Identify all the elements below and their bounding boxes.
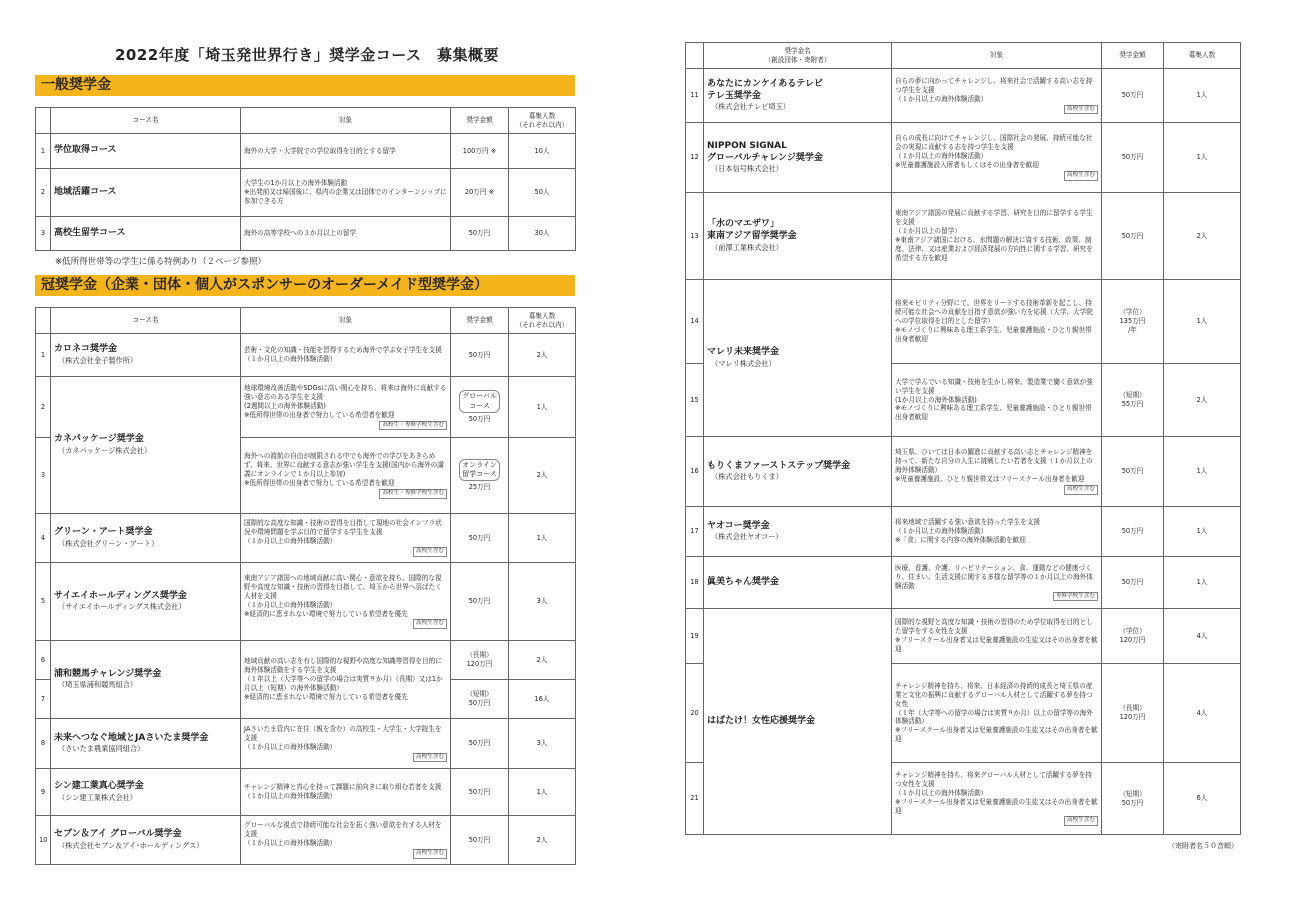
- eligibility-tag: 高校生含む: [413, 547, 447, 557]
- course-target: [241, 377, 451, 438]
- course-amount: （学位） 120万円: [1102, 609, 1164, 664]
- course-cell: [704, 69, 892, 123]
- row-no: 20: [686, 664, 704, 763]
- course-target: [892, 123, 1102, 193]
- course-amount: 50万円: [451, 816, 509, 865]
- amount-box: オンライン 留学コース: [459, 459, 500, 482]
- general-table: [35, 107, 576, 251]
- donor-order-note: （寄附者名５０音順）: [1168, 842, 1238, 850]
- course-amount: 100万円 ※: [451, 134, 509, 169]
- row-no: 6: [36, 641, 51, 680]
- course-name: あなたにカンケイあるテレビ テレ玉奨学金: [707, 78, 824, 101]
- course-amount: 50万円: [451, 514, 509, 563]
- eligibility-tag: 高校生含む: [413, 619, 447, 629]
- row-no: 18: [686, 557, 704, 609]
- table-row: [36, 169, 576, 217]
- course-name: シン建工業真心奨学金: [54, 781, 144, 792]
- table-row: [36, 514, 576, 563]
- target-text: チャレンジ精神を持ち、将来グローバル人材として活躍する夢を持つ女性を支援 （１か月以上の海外体験活動） ※フリースクール出身者又は児童養護施設の生徒又はその出身者を歓迎: [895, 771, 1098, 815]
- eligibility-tag: 高校生含む: [1064, 171, 1098, 181]
- course-amount: （長期） 120万円: [1102, 664, 1164, 763]
- table-row: [36, 217, 576, 251]
- course-amount: 50万円: [451, 719, 509, 769]
- course-company: （株式会社もりくま）: [711, 472, 783, 482]
- course-name: サイエイホールディングス奨学金: [54, 590, 187, 601]
- course-target: チャレンジ精神と真心を持って課題に前向きに取り組む若者を支援 （１か月以上の海外体験活動）: [241, 769, 451, 816]
- course-cell: [704, 437, 892, 507]
- course-company: （サイエイホールディングス株式会社）: [58, 602, 186, 612]
- course-amount: 50万円: [1102, 437, 1164, 507]
- row-no: 13: [686, 193, 704, 280]
- target-text: 自らの夢に向かってチャレンジし、将来社会で活躍する高い志を持つ学生を支援 （１か月以上の海外体験活動）: [895, 76, 1093, 103]
- table-row: [686, 437, 1241, 507]
- course-target: 東南アジア諸国の発展に貢献する学習、研究を目的に留学する学生を支援 （１か月以上の留学） ※東南アジア諸国における、水問題の解決に資する技術、政策、制度、法律、又は産業および経済発展の方向性に関する学習、研究を希望する方を歓迎: [892, 193, 1102, 280]
- course-amount: 50万円: [1102, 123, 1164, 193]
- course-company: （株式会社テレビ埼玉）: [711, 102, 790, 112]
- course-count: 4人: [1164, 664, 1241, 763]
- course-name: 未来へつなぐ地域とJAさいたま奨学金: [54, 732, 209, 743]
- course-target: 将来地域で活躍する強い意欲を持った学生を支援 （１か月以上の海外体験活動） ※「食」に関する内容の海外体験活動を歓迎: [892, 507, 1102, 557]
- course-target: 地域貢献の高い志を有し国際的な視野や高度な知識等習得を目的に海外体験活動をする学生を支援 （１年以上（大学等への留学の場合は実質９か月）（長期）又は1か月以上（短期）の海外体験活動） ※経済的に恵まれない環境で努力している希望者を優先: [241, 641, 451, 719]
- course-target: [892, 763, 1102, 835]
- course-cell: [51, 719, 241, 769]
- table-row: [36, 377, 576, 438]
- target-text: JAさいたま管内に在住（親を含む）の高校生・大学生・大学院生を支援 （１か月以上の海外体験活動）: [244, 724, 442, 751]
- course-target: [892, 69, 1102, 123]
- eligibility-tag: 高校生含む: [1064, 105, 1098, 115]
- eligibility-tag: 高校生・専修学校生含む: [379, 489, 447, 499]
- table-row: [686, 123, 1241, 193]
- col-target: 対象: [892, 43, 1102, 69]
- table-row: [686, 507, 1241, 557]
- table-row: [36, 769, 576, 816]
- target-text: 医療、看護、介護、リハビリテーション、食、運動などの健康づくり、住まい、生活支援に関する多様な留学等の１か月以上の海外体験活動: [895, 563, 1093, 590]
- course-count: 3人: [509, 719, 576, 769]
- row-no: 9: [36, 769, 51, 816]
- course-count: 1人: [1164, 69, 1241, 123]
- col-target: 対象: [241, 308, 451, 334]
- table-row: [36, 134, 576, 169]
- course-amount: （学位） 135万円 /年: [1102, 280, 1164, 364]
- table-row: [36, 563, 576, 641]
- course-count: 10人: [509, 134, 576, 169]
- eligibility-tag: 高校生含む: [413, 753, 447, 763]
- eligibility-tag: 高校生・専修学校生含む: [379, 421, 447, 431]
- course-cell: [704, 507, 892, 557]
- course-cell: [704, 280, 892, 437]
- course-company: （シン建工業株式会社）: [58, 792, 137, 802]
- course-count: 1人: [509, 377, 576, 438]
- row-no: 8: [36, 719, 51, 769]
- course-name: グリーン・アート奨学金: [54, 527, 153, 538]
- course-name: もりくまファーストステップ奨学金: [707, 460, 851, 471]
- table-row: [36, 816, 576, 865]
- course-amount: [451, 377, 509, 438]
- target-text: 自らの成長に向けてチャレンジし、国際社会の発展、持続可能な社会の実現に貢献する志を持つ学生を支援 （１か月以上の海外体験活動） ※児童養護施設入所者もしくはその出身者を歓迎: [895, 134, 1093, 170]
- course-amount: 50万円: [451, 769, 509, 816]
- amount-value: 50万円: [468, 414, 491, 423]
- row-no: 10: [36, 816, 51, 865]
- row-no: 7: [36, 680, 51, 719]
- course-target: 国際的な視野と高度な知識・技術の習得のため学位取得を目的とした留学をする女性を支援 ※フリースクール出身者又は児童養護施設の生徒又はその出身者を歓迎: [892, 609, 1102, 664]
- row-no: 14: [686, 280, 704, 364]
- course-count: 1人: [1164, 507, 1241, 557]
- course-count: 4人: [1164, 609, 1241, 664]
- col-amount: 奨学金額: [1102, 43, 1164, 69]
- course-amount: 50万円: [1102, 69, 1164, 123]
- course-cell: [51, 563, 241, 641]
- course-company: （カネパッケージ株式会社）: [58, 445, 152, 455]
- course-company: （マレリ株式会社）: [711, 358, 776, 368]
- target-text: 地球環境改善活動やSDGsに高い関心を持ち、将来は海外に貢献する強い意志のある学生を支援 (2週間以上の海外体験活動) ※低所得世帯の出身者で努力している希望者を歓迎: [244, 383, 447, 419]
- row-no: 2: [36, 377, 51, 438]
- crown-band: 冠奨学金（企業・団体・個人がスポンサーのオーダーメイド型奨学金）: [35, 275, 575, 296]
- target-text: 海外への渡航の自由が制限される中でも海外での学びをあきらめず、将来、世界に貢献する意志が強い学生を支援(国内から海外の講義にオンラインで１か月以上参加) ※低所得世帯の出身者で努力している希望者を歓迎: [244, 452, 444, 488]
- table-row: [36, 334, 576, 377]
- amount-box: グローバル コース: [459, 390, 500, 413]
- col-amount: 奨学金額: [451, 108, 509, 134]
- course-count: 1人: [509, 514, 576, 563]
- table-row: [36, 719, 576, 769]
- course-name: 学位取得コース: [51, 134, 241, 169]
- row-no: 11: [686, 69, 704, 123]
- course-count: 50人: [509, 169, 576, 217]
- row-no: 1: [36, 334, 51, 377]
- course-name: 浦和競馬チャレンジ奨学金: [54, 668, 162, 679]
- course-name: カロネコ奨学金: [54, 344, 118, 355]
- course-name: はばたけ！女性応援奨学金: [707, 715, 816, 726]
- course-target: 芸術・文化の知識・技能を習得するため海外で学ぶ女子学生を支援 （１か月以上の海外体験活動）: [241, 334, 451, 377]
- target-text: 東南アジア諸国への地域貢献に高い関心・意欲を持ち、国際的な視野や高度な知識・技術の習得を目指して、埼玉から世界へ羽ばたく人材を支援 （１か月以上の海外体験活動） ※経済的に恵まれない環境で努力している希望者を優先: [244, 574, 442, 618]
- row-no: 4: [36, 514, 51, 563]
- course-target: [241, 719, 451, 769]
- course-count: 16人: [509, 680, 576, 719]
- course-cell: [51, 514, 241, 563]
- course-count: 2人: [509, 334, 576, 377]
- course-count: 6人: [1164, 763, 1241, 835]
- course-name: マレリ未来奨学金: [707, 347, 780, 358]
- row-no: 17: [686, 507, 704, 557]
- col-no: [36, 108, 51, 134]
- general-band: 一般奨学金: [35, 75, 575, 96]
- target-text: グローバルな視点で持続可能な社会を拓く強い意欲を有する人材を支援 （１か月以上の海外体験活動）: [244, 821, 442, 848]
- col-amount: 奨学金額: [451, 308, 509, 334]
- course-name: NIPPON SIGNAL グローバルチャレンジ奨学金: [707, 140, 823, 163]
- course-amount: [451, 438, 509, 514]
- course-count: 30人: [509, 217, 576, 251]
- course-amount: 50万円: [1102, 193, 1164, 280]
- col-target: 対象: [241, 108, 451, 134]
- course-target: 大学で学んでいる知識・技術を生かし将来、製造業で働く意欲が強い学生を支援 (1か月以上の海外体験活動) ※モノづくりに興味ある理工系学生、児童養護施設・ひとり親世帯出身者歓迎: [892, 364, 1102, 437]
- target-text: 埼玉県、ひいては日本の躍進に貢献する高い志とチャレンジ精神を持って、新たな自分の人生に挑戦したい若者を支援（１か月以上の海外体験活動） ※児童養護施設、ひとり親世帯又はフリースクール出身者を歓迎: [895, 448, 1093, 484]
- course-target: [241, 514, 451, 563]
- col-no: [686, 43, 704, 69]
- row-no: 2: [36, 169, 51, 217]
- course-cell: [51, 641, 241, 719]
- course-target: [241, 563, 451, 641]
- course-name: セブン＆アイ グローバル奨学金: [54, 829, 182, 840]
- course-amount: 20万円 ※: [451, 169, 509, 217]
- table-row: [36, 641, 576, 680]
- table-row: [686, 557, 1241, 609]
- course-company: （株式会社セブン＆アイ･ホールディングス）: [58, 840, 204, 850]
- course-amount: 50万円: [451, 563, 509, 641]
- course-count: 1人: [509, 769, 576, 816]
- row-no: 12: [686, 123, 704, 193]
- col-count: 募集人数 （それぞれ以内）: [509, 108, 576, 134]
- course-count: 2人: [1164, 364, 1241, 437]
- course-target: チャレンジ精神を持ち、将来、日本経済の持続的成長と埼玉県の産業と文化の振興に貢献するグローバル人材として活躍する夢を持つ女性 （１年（大学等への留学の場合は実質９か月）以上の留学等の海外体験活動） ※フリースクール出身者又は児童養護施設の生徒又はその出身者を歓迎: [892, 664, 1102, 763]
- col-course: コース名: [51, 308, 241, 334]
- table-row: [686, 280, 1241, 364]
- course-cell: [51, 334, 241, 377]
- course-count: 1人: [1164, 437, 1241, 507]
- course-cell: [704, 609, 892, 835]
- course-count: 2人: [509, 816, 576, 865]
- row-no: 5: [36, 563, 51, 641]
- course-count: 1人: [1164, 280, 1241, 364]
- course-cell: [704, 557, 892, 609]
- course-target: 将来モビリティ分野にて、世界をリードする技術革新を起こし、持続可能な社会への貢献を目指す意欲が強い方を応援（大学、大学院への学位取得を目的とした留学） ※モノづくりに興味ある理工系学生、児童養護施設・ひとり親世帯出身者歓迎: [892, 280, 1102, 364]
- course-name: 眞美ちゃん奨学金: [707, 576, 780, 587]
- table-row: [686, 193, 1241, 280]
- course-name: カネパッケージ奨学金: [54, 434, 144, 445]
- course-amount: （短期） 50万円: [451, 680, 509, 719]
- row-no: 19: [686, 609, 704, 664]
- course-target: [892, 557, 1102, 609]
- row-no: 1: [36, 134, 51, 169]
- course-name: ヤオコー奨学金: [707, 520, 770, 531]
- course-target: 大学生の1か月以上の海外体験活動 ※出発前又は帰国後に、県内の企業又は団体でのインターンシップに参加できる方: [241, 169, 451, 217]
- course-company: （前澤工業株式会社）: [711, 242, 783, 252]
- table-row: [686, 69, 1241, 123]
- crown-table: [35, 307, 576, 865]
- page-title: 2022年度「埼玉発世界行き」奨学金コース 募集概要: [115, 46, 500, 64]
- course-amount: 50万円: [451, 334, 509, 377]
- course-company: （株式会社グリーン・アート）: [58, 538, 159, 548]
- row-no: 3: [36, 438, 51, 514]
- target-text: 国際的な高度な知識・技術の習得を目指して現地の社会インフラ状況や環境問題を学ぶ目的で留学する学生を支援 （１か月以上の海外体験活動）: [244, 519, 442, 546]
- row-no: 16: [686, 437, 704, 507]
- general-note: ※低所得世帯等の学生に係る特例あり（２ページ参照）: [55, 257, 266, 267]
- course-amount: 50万円: [451, 217, 509, 251]
- course-company: （埼玉県浦和競馬組合）: [58, 680, 138, 690]
- course-cell: [51, 377, 241, 514]
- course-count: 2人: [509, 641, 576, 680]
- course-name: 地域活躍コース: [51, 169, 241, 217]
- eligibility-tag: 専修学校生含む: [1053, 592, 1098, 602]
- course-target: [892, 437, 1102, 507]
- course-target: 海外の大学・大学院での学位取得を目的とする留学: [241, 134, 451, 169]
- course-count: 2人: [1164, 193, 1241, 280]
- course-count: 2人: [509, 438, 576, 514]
- course-target: 海外の高等学校への３か月以上の留学: [241, 217, 451, 251]
- course-company: （日本信号株式会社）: [711, 164, 783, 174]
- course-amount: （長期） 120万円: [451, 641, 509, 680]
- eligibility-tag: 高校生含む: [413, 849, 447, 859]
- course-company: （株式会社金子製作所）: [58, 355, 138, 365]
- col-no: [36, 308, 51, 334]
- course-target: [241, 438, 451, 514]
- col-count: 募集人数: [1164, 43, 1241, 69]
- course-count: 1人: [1164, 557, 1241, 609]
- right-table: [685, 42, 1241, 835]
- course-count: 3人: [509, 563, 576, 641]
- course-cell: [704, 193, 892, 280]
- col-count: 募集人数 （それぞれ以内）: [509, 308, 576, 334]
- course-amount: （短期） 55万円: [1102, 364, 1164, 437]
- course-amount: 50万円: [1102, 507, 1164, 557]
- course-company: （さいたま農業協同組合）: [58, 744, 145, 754]
- course-cell: [704, 123, 892, 193]
- col-course: コース名: [51, 108, 241, 134]
- course-target: [241, 816, 451, 865]
- course-company: （株式会社ヤオコー）: [711, 532, 783, 542]
- row-no: 15: [686, 364, 704, 437]
- course-count: 1人: [1164, 123, 1241, 193]
- row-no: 21: [686, 763, 704, 835]
- course-cell: [51, 769, 241, 816]
- col-course: 奨学金名 （創設団体・寄附者）: [704, 43, 892, 69]
- course-name: 高校生留学コース: [51, 217, 241, 251]
- row-no: 3: [36, 217, 51, 251]
- course-amount: 50万円: [1102, 557, 1164, 609]
- amount-value: 25万円: [468, 483, 491, 492]
- course-cell: [51, 816, 241, 865]
- eligibility-tag: 高校生含む: [1064, 485, 1098, 495]
- table-row: [686, 609, 1241, 664]
- course-name: 「水のマエザワ」 東南アジア留学奨学金: [707, 219, 797, 242]
- eligibility-tag: 高校生含む: [1064, 816, 1098, 826]
- course-amount: （短期） 50万円: [1102, 763, 1164, 835]
